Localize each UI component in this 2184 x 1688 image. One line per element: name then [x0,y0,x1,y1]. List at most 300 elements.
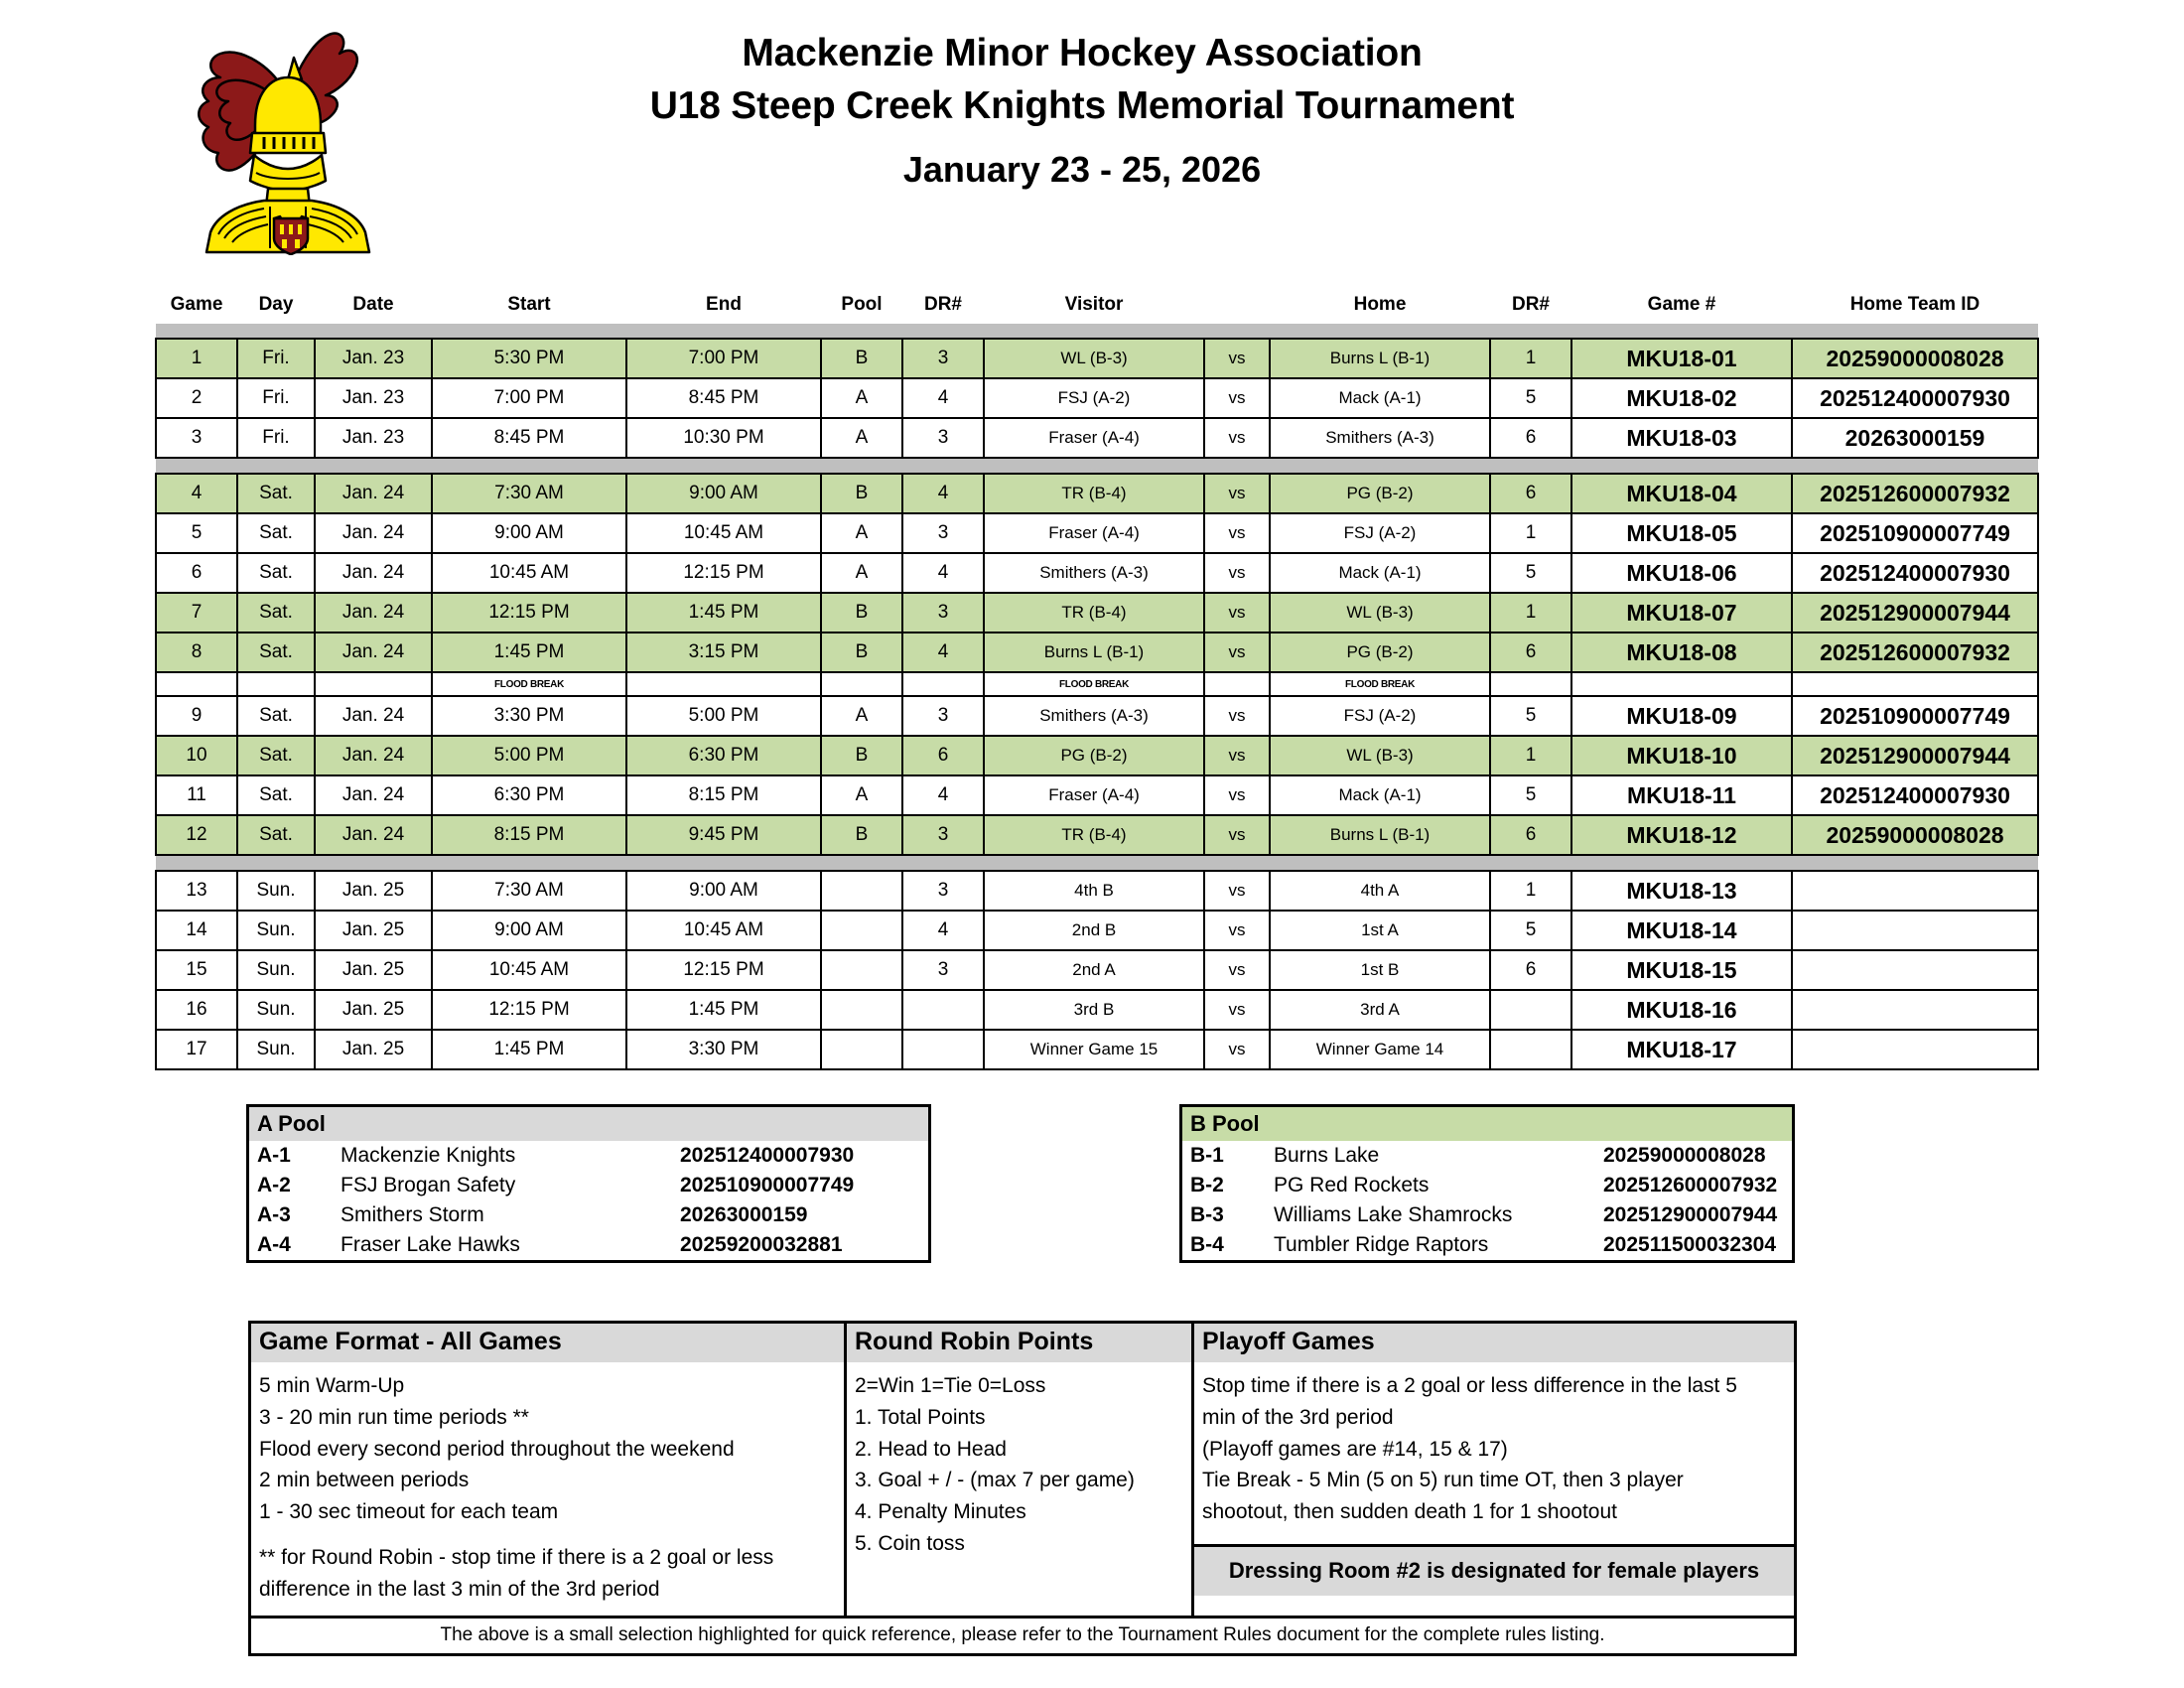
schedule-body [156,324,2038,1069]
pool-team-id: 202512400007930 [680,1144,855,1168]
empty-cell [1204,672,1270,696]
home-team-cell: WL (B-3) [1270,736,1490,775]
game-number-cell: 15 [156,950,237,990]
pool-team-code: A-4 [257,1233,291,1257]
home-team-cell: Mack (A-1) [1270,775,1490,815]
start-time-cell: 12:15 PM [432,990,626,1030]
visitor-dressing-room-cell: 3 [902,871,984,911]
game-id-cell: MKU18-08 [1571,633,1792,672]
visitor-team-cell: Winner Game 15 [984,1030,1204,1069]
round-robin-line: 5. Coin toss [855,1532,965,1556]
tournament-title: U18 Steep Creek Knights Memorial Tournament [649,83,1515,127]
knight-helmet-logo [177,22,375,255]
vs-label: vs [1204,871,1270,911]
game-number-cell: 4 [156,474,237,513]
schedule-day-separator [156,855,2038,871]
date-cell: Jan. 24 [315,633,432,672]
col-header-home: Home [1270,290,1490,324]
home-team-cell: 3rd A [1270,990,1490,1030]
vs-label: vs [1204,418,1270,458]
home-dressing-room-cell: 1 [1490,513,1571,553]
start-time-cell: 8:45 PM [432,418,626,458]
start-time-cell: 7:30 AM [432,474,626,513]
separator-band [156,855,2038,871]
home-dressing-room-cell: 5 [1490,775,1571,815]
game-format-title: Game Format - All Games [251,1324,844,1362]
visitor-dressing-room-cell: 3 [902,950,984,990]
pool-cell [821,1030,902,1069]
home-dressing-room-cell [1490,990,1571,1030]
game-number-cell: 2 [156,378,237,418]
game-format-line: 1 - 30 sec timeout for each team [259,1500,559,1524]
start-time-cell: 3:30 PM [432,696,626,736]
col-header-day: Day [237,290,315,324]
start-time-cell: 10:45 AM [432,950,626,990]
home-team-id-cell: 202512400007930 [1792,378,2038,418]
schedule-row [156,990,2038,1030]
date-cell: Jan. 24 [315,593,432,633]
day-cell-value: Sun. [237,950,315,990]
pool-rosters-section [0,1104,2184,1283]
game-number-cell: 8 [156,633,237,672]
visitor-dressing-room-cell: 4 [902,553,984,593]
schedule-section [155,290,2037,1070]
game-id-cell: MKU18-09 [1571,696,1792,736]
visitor-dressing-room-cell [902,990,984,1030]
date-cell: Jan. 25 [315,1030,432,1069]
home-dressing-room-cell: 1 [1490,871,1571,911]
schedule-day-separator [156,458,2038,474]
end-time-cell: 12:15 PM [626,553,821,593]
pool-cell: B [821,339,902,378]
game-number-cell: 12 [156,815,237,855]
start-time-cell: 7:30 AM [432,871,626,911]
visitor-dressing-room-cell: 4 [902,474,984,513]
visitor-team-cell: PG (B-2) [984,736,1204,775]
separator-band [156,458,2038,474]
day-cell-value: Fri. [237,339,315,378]
col-header-vs [1204,290,1270,324]
home-team-id-cell: 202512400007930 [1792,775,2038,815]
vs-label: vs [1204,990,1270,1030]
game-id-cell: MKU18-06 [1571,553,1792,593]
game-number-cell: 11 [156,775,237,815]
day-cell-value: Sun. [237,871,315,911]
playoff-title: Playoff Games [1194,1324,1794,1362]
home-team-cell: Winner Game 14 [1270,1030,1490,1069]
empty-cell [1571,672,1792,696]
pool-team-name: Fraser Lake Hawks [341,1233,520,1257]
end-time-cell: 8:45 PM [626,378,821,418]
end-time-cell: 8:15 PM [626,775,821,815]
visitor-dressing-room-cell: 6 [902,736,984,775]
col-header-gameno: Game # [1571,290,1792,324]
game-id-cell: MKU18-16 [1571,990,1792,1030]
date-cell: Jan. 24 [315,513,432,553]
home-dressing-room-cell: 6 [1490,474,1571,513]
page-header [0,0,2184,268]
home-team-cell: Mack (A-1) [1270,378,1490,418]
day-cell-value: Sat. [237,593,315,633]
empty-cell [821,672,902,696]
start-time-cell: 5:30 PM [432,339,626,378]
visitor-team-cell: TR (B-4) [984,593,1204,633]
home-team-cell: Smithers (A-3) [1270,418,1490,458]
start-time-cell: 10:45 AM [432,553,626,593]
rules-footer-note: The above is a small selection highlighted for quick reference, please refer to the Tournament Rules document for the complete rules listing. [251,1616,1794,1653]
date-cell: Jan. 24 [315,696,432,736]
pool-team-row [1182,1141,1792,1171]
visitor-team-cell: Smithers (A-3) [984,553,1204,593]
visitor-team-cell: Fraser (A-4) [984,775,1204,815]
pool-cell [821,871,902,911]
pool-team-name: Burns Lake [1274,1144,1380,1168]
home-team-id-cell: 20263000159 [1792,418,2038,458]
pool-b-table [1182,1141,1792,1260]
flood-break-label: FLOOD BREAK [432,672,626,696]
pool-team-code: A-1 [257,1144,291,1168]
end-time-cell: 9:45 PM [626,815,821,855]
visitor-dressing-room-cell: 3 [902,593,984,633]
day-cell-value: Sat. [237,815,315,855]
round-robin-line: 2. Head to Head [855,1437,1007,1461]
home-team-id-cell: 202512600007932 [1792,474,2038,513]
home-team-id-cell [1792,990,2038,1030]
home-team-id-cell: 202512900007944 [1792,736,2038,775]
schedule-row [156,911,2038,950]
start-time-cell: 5:00 PM [432,736,626,775]
end-time-cell: 9:00 AM [626,474,821,513]
home-team-id-cell: 20259000008028 [1792,339,2038,378]
home-team-cell: 1st A [1270,911,1490,950]
playoff-line: shootout, then sudden death 1 for 1 shootout [1202,1500,1617,1524]
col-header-visitor: Visitor [984,290,1204,324]
visitor-dressing-room-cell: 4 [902,378,984,418]
visitor-dressing-room-cell: 4 [902,911,984,950]
end-time-cell: 3:30 PM [626,1030,821,1069]
pool-cell: A [821,696,902,736]
vs-label: vs [1204,815,1270,855]
tournament-dates: January 23 - 25, 2026 [902,149,1262,191]
pool-cell [821,911,902,950]
date-cell: Jan. 24 [315,474,432,513]
game-format-line: ** for Round Robin - stop time if there is a 2 goal or less [259,1546,774,1570]
home-team-cell: FSJ (A-2) [1270,513,1490,553]
home-team-cell: Mack (A-1) [1270,553,1490,593]
visitor-team-cell: TR (B-4) [984,474,1204,513]
schedule-row [156,696,2038,736]
round-robin-column [847,1324,1194,1616]
home-team-cell: PG (B-2) [1270,474,1490,513]
home-dressing-room-cell: 6 [1490,815,1571,855]
home-dressing-room-cell: 6 [1490,633,1571,672]
round-robin-line: 4. Penalty Minutes [855,1500,1026,1524]
home-dressing-room-cell: 6 [1490,950,1571,990]
end-time-cell: 10:45 AM [626,911,821,950]
game-id-cell: MKU18-15 [1571,950,1792,990]
empty-cell [902,672,984,696]
pool-team-row [249,1230,928,1260]
visitor-team-cell: Smithers (A-3) [984,696,1204,736]
pool-team-id: 202512600007932 [1603,1174,1778,1197]
date-cell: Jan. 24 [315,553,432,593]
vs-label: vs [1204,950,1270,990]
date-cell: Jan. 23 [315,378,432,418]
day-cell-value: Sat. [237,553,315,593]
home-team-cell: 4th A [1270,871,1490,911]
game-id-cell: MKU18-12 [1571,815,1792,855]
visitor-dressing-room-cell: 4 [902,633,984,672]
start-time-cell: 1:45 PM [432,633,626,672]
game-id-cell: MKU18-14 [1571,911,1792,950]
date-cell: Jan. 25 [315,990,432,1030]
visitor-dressing-room-cell: 3 [902,339,984,378]
game-number-cell: 17 [156,1030,237,1069]
home-team-id-cell [1792,911,2038,950]
home-dressing-room-cell [1490,1030,1571,1069]
visitor-dressing-room-cell: 3 [902,696,984,736]
game-id-cell: MKU18-17 [1571,1030,1792,1069]
pool-team-row [1182,1230,1792,1260]
pool-cell [821,950,902,990]
visitor-team-cell: Burns L (B-1) [984,633,1204,672]
col-header-start: Start [432,290,626,324]
pool-team-id: 202511500032304 [1603,1233,1777,1257]
visitor-dressing-room-cell: 3 [902,418,984,458]
playoff-line: Tie Break - 5 Min (5 on 5) run time OT, then 3 player [1202,1469,1684,1492]
game-format-line: 2 min between periods [259,1469,470,1492]
vs-label: vs [1204,1030,1270,1069]
association-title: Mackenzie Minor Hockey Association [742,32,1423,74]
day-cell-value: Sun. [237,911,315,950]
end-time-cell: 10:30 PM [626,418,821,458]
pool-cell: B [821,474,902,513]
pool-team-id: 202512900007944 [1603,1203,1778,1227]
pool-a-table [249,1141,928,1260]
playoff-line: min of the 3rd period [1202,1405,1394,1429]
game-number-cell: 7 [156,593,237,633]
day-cell-value: Sat. [237,775,315,815]
pool-cell: A [821,378,902,418]
game-number-cell: 9 [156,696,237,736]
game-number-cell: 13 [156,871,237,911]
start-time-cell: 9:00 AM [432,513,626,553]
home-dressing-room-cell: 5 [1490,696,1571,736]
visitor-team-cell: FSJ (A-2) [984,378,1204,418]
game-id-cell: MKU18-05 [1571,513,1792,553]
round-robin-body [847,1362,1191,1570]
visitor-dressing-room-cell: 3 [902,513,984,553]
vs-label: vs [1204,553,1270,593]
home-dressing-room-cell: 1 [1490,339,1571,378]
game-id-cell: MKU18-07 [1571,593,1792,633]
game-number-cell: 14 [156,911,237,950]
col-header-pool: Pool [821,290,902,324]
separator-band [156,324,2038,339]
pool-team-name: Mackenzie Knights [341,1144,516,1168]
visitor-team-cell: WL (B-3) [984,339,1204,378]
game-format-line: 3 - 20 min run time periods ** [259,1405,529,1429]
game-id-cell: MKU18-10 [1571,736,1792,775]
date-cell: Jan. 24 [315,815,432,855]
pool-team-row [249,1141,928,1171]
schedule-row [156,950,2038,990]
col-header-teamid: Home Team ID [1792,290,2038,324]
pool-cell: B [821,736,902,775]
pool-team-row [1182,1200,1792,1230]
day-cell-value: Sat. [237,474,315,513]
visitor-dressing-room-cell: 3 [902,815,984,855]
day-cell-value: Sat. [237,633,315,672]
end-time-cell: 5:00 PM [626,696,821,736]
home-team-cell: 1st B [1270,950,1490,990]
date-cell: Jan. 25 [315,950,432,990]
pool-cell [821,990,902,1030]
end-time-cell: 12:15 PM [626,950,821,990]
game-format-line: Flood every second period throughout the weekend [259,1437,735,1461]
pool-team-id: 20259200032881 [680,1233,843,1257]
date-cell: Jan. 23 [315,418,432,458]
home-team-cell: WL (B-3) [1270,593,1490,633]
home-team-cell: Burns L (B-1) [1270,339,1490,378]
start-time-cell: 1:45 PM [432,1030,626,1069]
end-time-cell: 1:45 PM [626,990,821,1030]
schedule-row [156,378,2038,418]
visitor-team-cell: 3rd B [984,990,1204,1030]
empty-cell [626,672,821,696]
visitor-dressing-room-cell: 4 [902,775,984,815]
schedule-header-row [156,290,2038,324]
round-robin-line: 2=Win 1=Tie 0=Loss [855,1373,1046,1397]
home-team-id-cell [1792,871,2038,911]
pool-team-code: A-3 [257,1203,291,1227]
round-robin-line: 1. Total Points [855,1405,986,1429]
date-cell: Jan. 23 [315,339,432,378]
home-team-cell: FSJ (A-2) [1270,696,1490,736]
vs-label: vs [1204,633,1270,672]
vs-label: vs [1204,736,1270,775]
playoff-column [1194,1324,1794,1616]
playoff-line: (Playoff games are #14, 15 & 17) [1202,1437,1508,1461]
date-cell: Jan. 25 [315,911,432,950]
col-header-dr2: DR# [1490,290,1571,324]
game-number-cell: 5 [156,513,237,553]
pool-cell: A [821,513,902,553]
home-dressing-room-cell: 5 [1490,378,1571,418]
end-time-cell: 10:45 AM [626,513,821,553]
pool-a-box [246,1104,931,1263]
vs-label: vs [1204,339,1270,378]
pool-a-title: A Pool [249,1107,928,1141]
day-cell-value: Fri. [237,418,315,458]
flood-break-label: FLOOD BREAK [1270,672,1490,696]
empty-cell [1490,672,1571,696]
col-header-dr1: DR# [902,290,984,324]
schedule-row [156,553,2038,593]
pool-cell: A [821,418,902,458]
start-time-cell: 8:15 PM [432,815,626,855]
pool-team-row [1182,1171,1792,1200]
empty-cell [1792,672,2038,696]
pool-team-id: 20259000008028 [1603,1144,1766,1168]
pool-team-name: Tumbler Ridge Raptors [1274,1233,1489,1257]
schedule-row [156,815,2038,855]
pool-cell: A [821,553,902,593]
pool-team-row [249,1171,928,1200]
title-block [377,28,1787,195]
home-dressing-room-cell: 5 [1490,553,1571,593]
schedule-row [156,513,2038,553]
pool-cell: A [821,775,902,815]
visitor-team-cell: 2nd A [984,950,1204,990]
empty-cell [315,672,432,696]
schedule-row [156,1030,2038,1069]
schedule-row [156,633,2038,672]
col-header-end: End [626,290,821,324]
flood-break-label: FLOOD BREAK [984,672,1204,696]
pool-b-title: B Pool [1182,1107,1792,1141]
pool-team-code: B-4 [1190,1233,1224,1257]
home-dressing-room-cell: 6 [1490,418,1571,458]
vs-label: vs [1204,378,1270,418]
game-format-column [251,1324,847,1616]
col-header-date: Date [315,290,432,324]
pool-team-name: Smithers Storm [341,1203,484,1227]
pool-team-code: B-2 [1190,1174,1224,1197]
dressing-room-note: Dressing Room #2 is designated for female players [1194,1544,1794,1596]
end-time-cell: 3:15 PM [626,633,821,672]
visitor-team-cell: Fraser (A-4) [984,513,1204,553]
game-id-cell: MKU18-11 [1571,775,1792,815]
day-cell-value: Sat. [237,513,315,553]
visitor-team-cell: TR (B-4) [984,815,1204,855]
end-time-cell: 7:00 PM [626,339,821,378]
game-id-cell: MKU18-13 [1571,871,1792,911]
start-time-cell: 12:15 PM [432,593,626,633]
home-team-id-cell: 20259000008028 [1792,815,2038,855]
pool-team-name: Williams Lake Shamrocks [1274,1203,1513,1227]
schedule-day-separator [156,324,2038,339]
home-team-id-cell: 202510900007749 [1792,696,2038,736]
home-team-id-cell [1792,950,2038,990]
pool-team-id: 202510900007749 [680,1174,855,1197]
pool-b-box [1179,1104,1795,1263]
col-header-game: Game [156,290,237,324]
home-team-cell: PG (B-2) [1270,633,1490,672]
empty-cell [237,672,315,696]
end-time-cell: 6:30 PM [626,736,821,775]
pool-team-name: FSJ Brogan Safety [341,1174,516,1197]
pool-cell: B [821,593,902,633]
date-cell: Jan. 25 [315,871,432,911]
schedule-row [156,339,2038,378]
home-dressing-room-cell: 1 [1490,593,1571,633]
start-time-cell: 7:00 PM [432,378,626,418]
home-team-id-cell [1792,1030,2038,1069]
schedule-row [156,736,2038,775]
end-time-cell: 9:00 AM [626,871,821,911]
game-format-line: 5 min Warm-Up [259,1373,405,1397]
game-format-body [251,1362,844,1616]
date-cell: Jan. 24 [315,775,432,815]
start-time-cell: 9:00 AM [432,911,626,950]
game-number-cell: 6 [156,553,237,593]
visitor-team-cell: 4th B [984,871,1204,911]
home-team-id-cell: 202510900007749 [1792,513,2038,553]
home-dressing-room-cell: 5 [1490,911,1571,950]
game-format-line [259,1528,836,1542]
home-team-id-cell: 202512600007932 [1792,633,2038,672]
